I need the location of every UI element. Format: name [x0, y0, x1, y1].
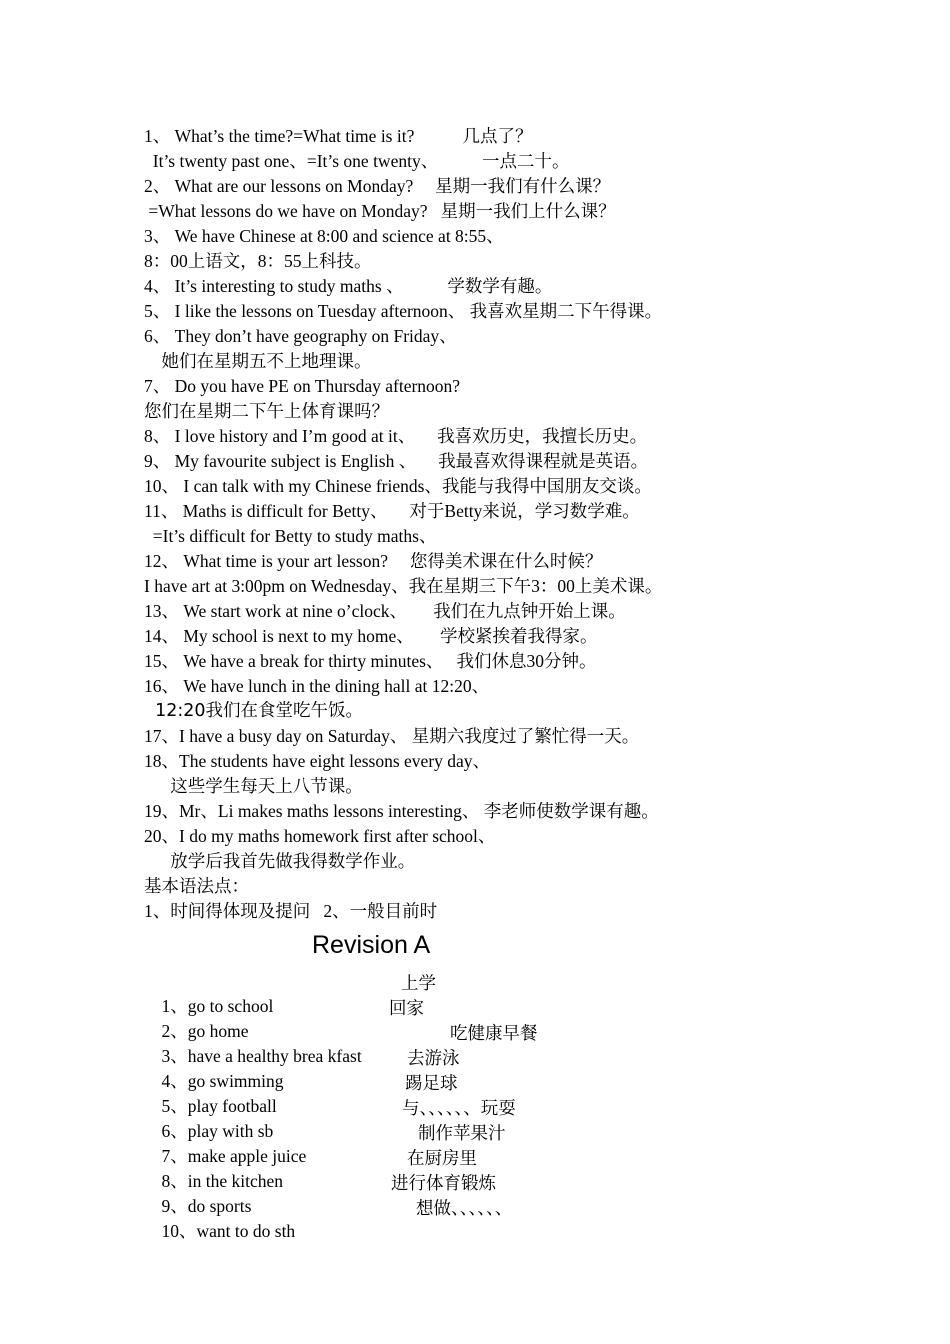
sentence-6: 6、 They don’t have geography on Friday、 — [144, 326, 457, 346]
sentence-2-alt: =What lessons do we have on Monday? 星期一我们上什么课？ — [144, 201, 616, 221]
vocab-english: 5、play football — [161, 1096, 277, 1116]
vocab-chinese: 与、、、、、、玩耍 — [402, 1099, 516, 1119]
sentence-10: 10、 I can talk with my Chinese friends、我能与我得中国朋友交谈。 — [144, 476, 652, 496]
grammar-heading: 基本语法点： — [144, 876, 249, 896]
sentence-11-alt: =It’s difficult for Betty to study maths、 — [144, 526, 437, 546]
grammar-points: 1、时间得体现及提问 2、一般目前时 — [144, 901, 438, 921]
sentence-3: 3、 We have Chinese at 8:00 and science at 8:55、 — [144, 226, 504, 246]
sentence-12: 12、 What time is your art lesson? 您得美术课在什么时候？ — [144, 551, 603, 571]
vocab-english: 3、have a healthy brea kfast — [161, 1046, 362, 1066]
vocab-english: 6、play with sb — [161, 1121, 274, 1141]
vocab-chinese: 去游泳 — [407, 1049, 460, 1069]
sentence-20: 20、I do my maths homework first after school、 — [144, 826, 496, 846]
sentence-7: 7、 Do you have PE on Thursday afternoon? — [144, 376, 461, 396]
sentence-9: 9、 My favourite subject is English 、 我最喜欢得课程就是英语。 — [144, 451, 649, 471]
vocab-chinese: 进行体育锻炼 — [391, 1174, 496, 1194]
vocab-english: 1、go to school — [161, 996, 274, 1016]
vocab-chinese: 在厨房里 — [407, 1149, 477, 1169]
sentence-1: 1、 What’s the time?=What time is it? 几点了？ — [144, 126, 533, 146]
sentence-3-translation: 8：00上语文，8：55上科技。 — [144, 251, 372, 271]
sentence-11: 11、 Maths is difficult for Betty、 对于Betty来说，学习数学难。 — [144, 501, 640, 521]
vocab-chinese: 吃健康早餐 — [450, 1024, 538, 1044]
vocab-chinese: 踢足球 — [405, 1074, 458, 1094]
sentence-16-translation: 12:20我们在食堂吃午饭。 — [144, 701, 364, 721]
sentence-13: 13、 We start work at nine o’clock、 我们在九点钟开始上课。 — [144, 601, 626, 621]
sentence-5: 5、 I like the lessons on Tuesday afternoon、 我喜欢星期二下午得课。 — [144, 301, 663, 321]
vocab-english: 8、in the kitchen — [161, 1171, 284, 1191]
sentence-4: 4、 It’s interesting to study maths 、 学数学有趣。 — [144, 276, 553, 296]
sentence-15: 15、 We have a break for thirty minutes、 我们休息30分钟。 — [144, 651, 597, 671]
vocab-english: 10、want to do sth — [161, 1221, 296, 1241]
vocab-row — [144, 1198, 513, 1286]
vocab-chinese: 上学 — [401, 974, 436, 994]
vocab-chinese: 想做、、、、、、 — [416, 1199, 513, 1219]
sentence-12-answer: I have art at 3:00pm on Wednesday、我在星期三下午3：00上美术课。 — [144, 576, 663, 596]
sentence-18-translation: 这些学生每天上八节课。 — [144, 776, 363, 796]
sentence-6-translation: 她们在星期五不上地理课。 — [144, 351, 372, 371]
vocab-english: 9、do sports — [161, 1196, 252, 1216]
sentence-7-translation: 您们在星期二下午上体育课吗？ — [144, 401, 389, 421]
sentence-14: 14、 My school is next to my home、 学校紧挨着我得家。 — [144, 626, 598, 646]
sentence-18: 18、The students have eight lessons every day、 — [144, 751, 491, 771]
vocab-chinese: 制作苹果汁 — [418, 1124, 506, 1144]
sentence-2: 2、 What are our lessons on Monday? 星期一我们有什么课？ — [144, 176, 611, 196]
vocab-english: 4、go swimming — [161, 1071, 284, 1091]
sentence-20-translation: 放学后我首先做我得数学作业。 — [144, 851, 416, 871]
sentence-1-answer: It’s twenty past one、=It’s one twenty、 一点二十。 — [144, 151, 570, 171]
sentence-8: 8、 I love history and I’m good at it、 我喜欢历史，我擅长历史。 — [144, 426, 648, 446]
sentence-19: 19、Mr、Li makes maths lessons interesting、 李老师使数学课有趣。 — [144, 801, 659, 821]
vocab-english: 7、make apple juice — [161, 1146, 307, 1166]
sentence-16: 16、 We have lunch in the dining hall at 12:20、 — [144, 676, 490, 696]
vocab-chinese: 回家 — [389, 999, 424, 1019]
section-heading: Revision A — [312, 931, 431, 959]
sentence-17: 17、I have a busy day on Saturday、 星期六我度过了繁忙得一天。 — [144, 726, 640, 746]
vocab-english: 2、go home — [161, 1021, 249, 1041]
